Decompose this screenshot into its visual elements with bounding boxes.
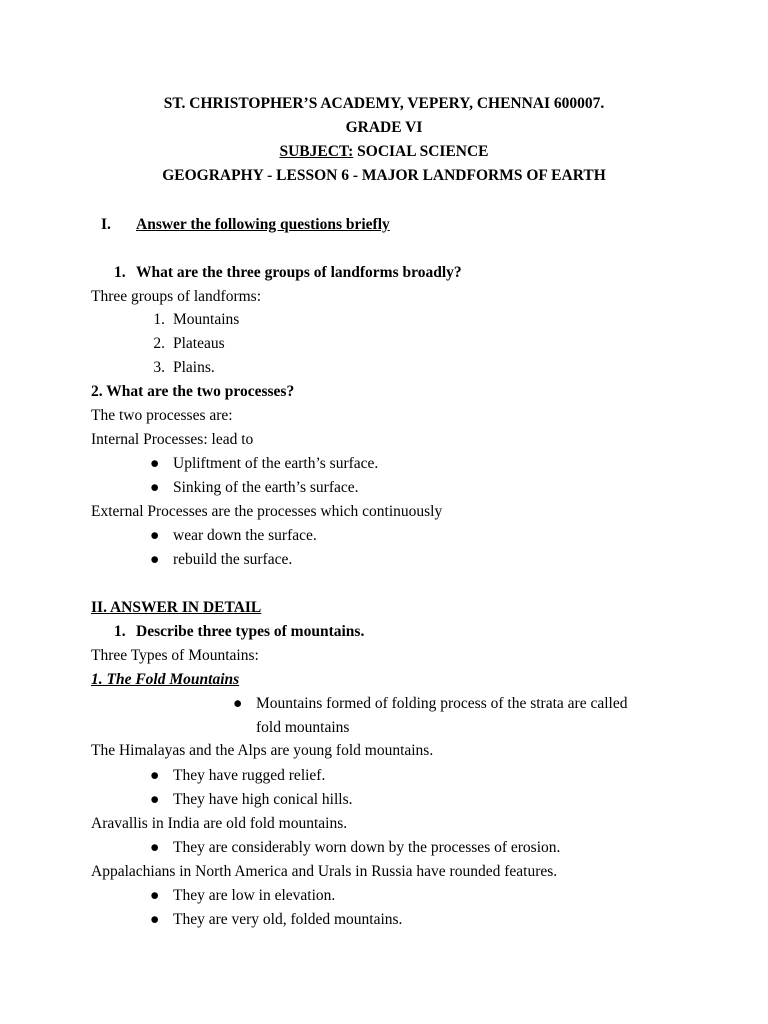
himalayas-text: The Himalayas and the Alps are young fold mountains. bbox=[91, 742, 434, 759]
bullet-icon: ● bbox=[150, 767, 160, 784]
list-item: 3. Plains. bbox=[153, 359, 215, 376]
bullet-icon: ● bbox=[150, 911, 160, 928]
section1-numeral: I. bbox=[101, 216, 111, 233]
fold-mountains-heading: 1. The Fold Mountains bbox=[91, 671, 240, 688]
list-item-continuation: fold mountains bbox=[256, 719, 350, 736]
s2-q1-number: 1. bbox=[114, 623, 126, 640]
q1-intro: Three groups of landforms: bbox=[91, 288, 262, 305]
list-item: 2. Plateaus bbox=[153, 335, 225, 352]
subject-label: SUBJECT: bbox=[279, 143, 354, 160]
subject-line bbox=[0, 142, 768, 162]
list-item: 1. Mountains bbox=[153, 311, 240, 328]
list-item: ● Upliftment of the earth’s surface. bbox=[150, 455, 379, 472]
q1-number: 1. bbox=[114, 264, 126, 281]
list-item: ● They have high conical hills. bbox=[150, 791, 353, 808]
bullet-icon: ● bbox=[150, 455, 160, 472]
bullet-icon: ● bbox=[233, 695, 243, 712]
q2-question: 2. What are the two processes? bbox=[91, 383, 295, 400]
grade-title: GRADE VI bbox=[345, 119, 423, 136]
subject-value: SOCIAL SCIENCE bbox=[353, 143, 489, 160]
school-name: ST. CHRISTOPHER’S ACADEMY, VEPERY, CHENNAI 600007. bbox=[163, 95, 605, 112]
list-item: ● They have rugged relief. bbox=[150, 767, 326, 784]
mountain-types-intro: Three Types of Mountains: bbox=[91, 647, 259, 664]
lesson-title: GEOGRAPHY - LESSON 6 - MAJOR LANDFORMS OF EARTH bbox=[162, 167, 606, 184]
bullet-icon: ● bbox=[150, 839, 160, 856]
list-item: ● They are very old, folded mountains. bbox=[150, 911, 403, 928]
list-item: ● They are low in elevation. bbox=[150, 887, 336, 904]
list-item: ● They are considerably worn down by the processes of erosion. bbox=[150, 839, 561, 856]
appalachians-text: Appalachians in North America and Urals in Russia have rounded features. bbox=[91, 863, 558, 880]
list-item: ● rebuild the surface. bbox=[150, 551, 293, 568]
internal-processes-intro: Internal Processes: lead to bbox=[91, 431, 254, 448]
section2-title: II. ANSWER IN DETAIL bbox=[91, 599, 262, 616]
list-item: ● Mountains formed of folding process of the strata are called bbox=[233, 695, 628, 712]
q1-question: What are the three groups of landforms broadly? bbox=[136, 264, 462, 281]
bullet-icon: ● bbox=[150, 527, 160, 544]
bullet-icon: ● bbox=[150, 887, 160, 904]
bullet-icon: ● bbox=[150, 791, 160, 808]
section1-title: Answer the following questions briefly bbox=[136, 216, 390, 233]
aravallis-text: Aravallis in India are old fold mountains. bbox=[91, 815, 348, 832]
bullet-icon: ● bbox=[150, 551, 160, 568]
q2-intro: The two processes are: bbox=[91, 407, 233, 424]
bullet-icon: ● bbox=[150, 479, 160, 496]
list-item: ● wear down the surface. bbox=[150, 527, 317, 544]
list-item: ● Sinking of the earth’s surface. bbox=[150, 479, 359, 496]
s2-q1-question: Describe three types of mountains. bbox=[136, 623, 365, 640]
external-processes-intro: External Processes are the processes which continuously bbox=[91, 503, 443, 520]
